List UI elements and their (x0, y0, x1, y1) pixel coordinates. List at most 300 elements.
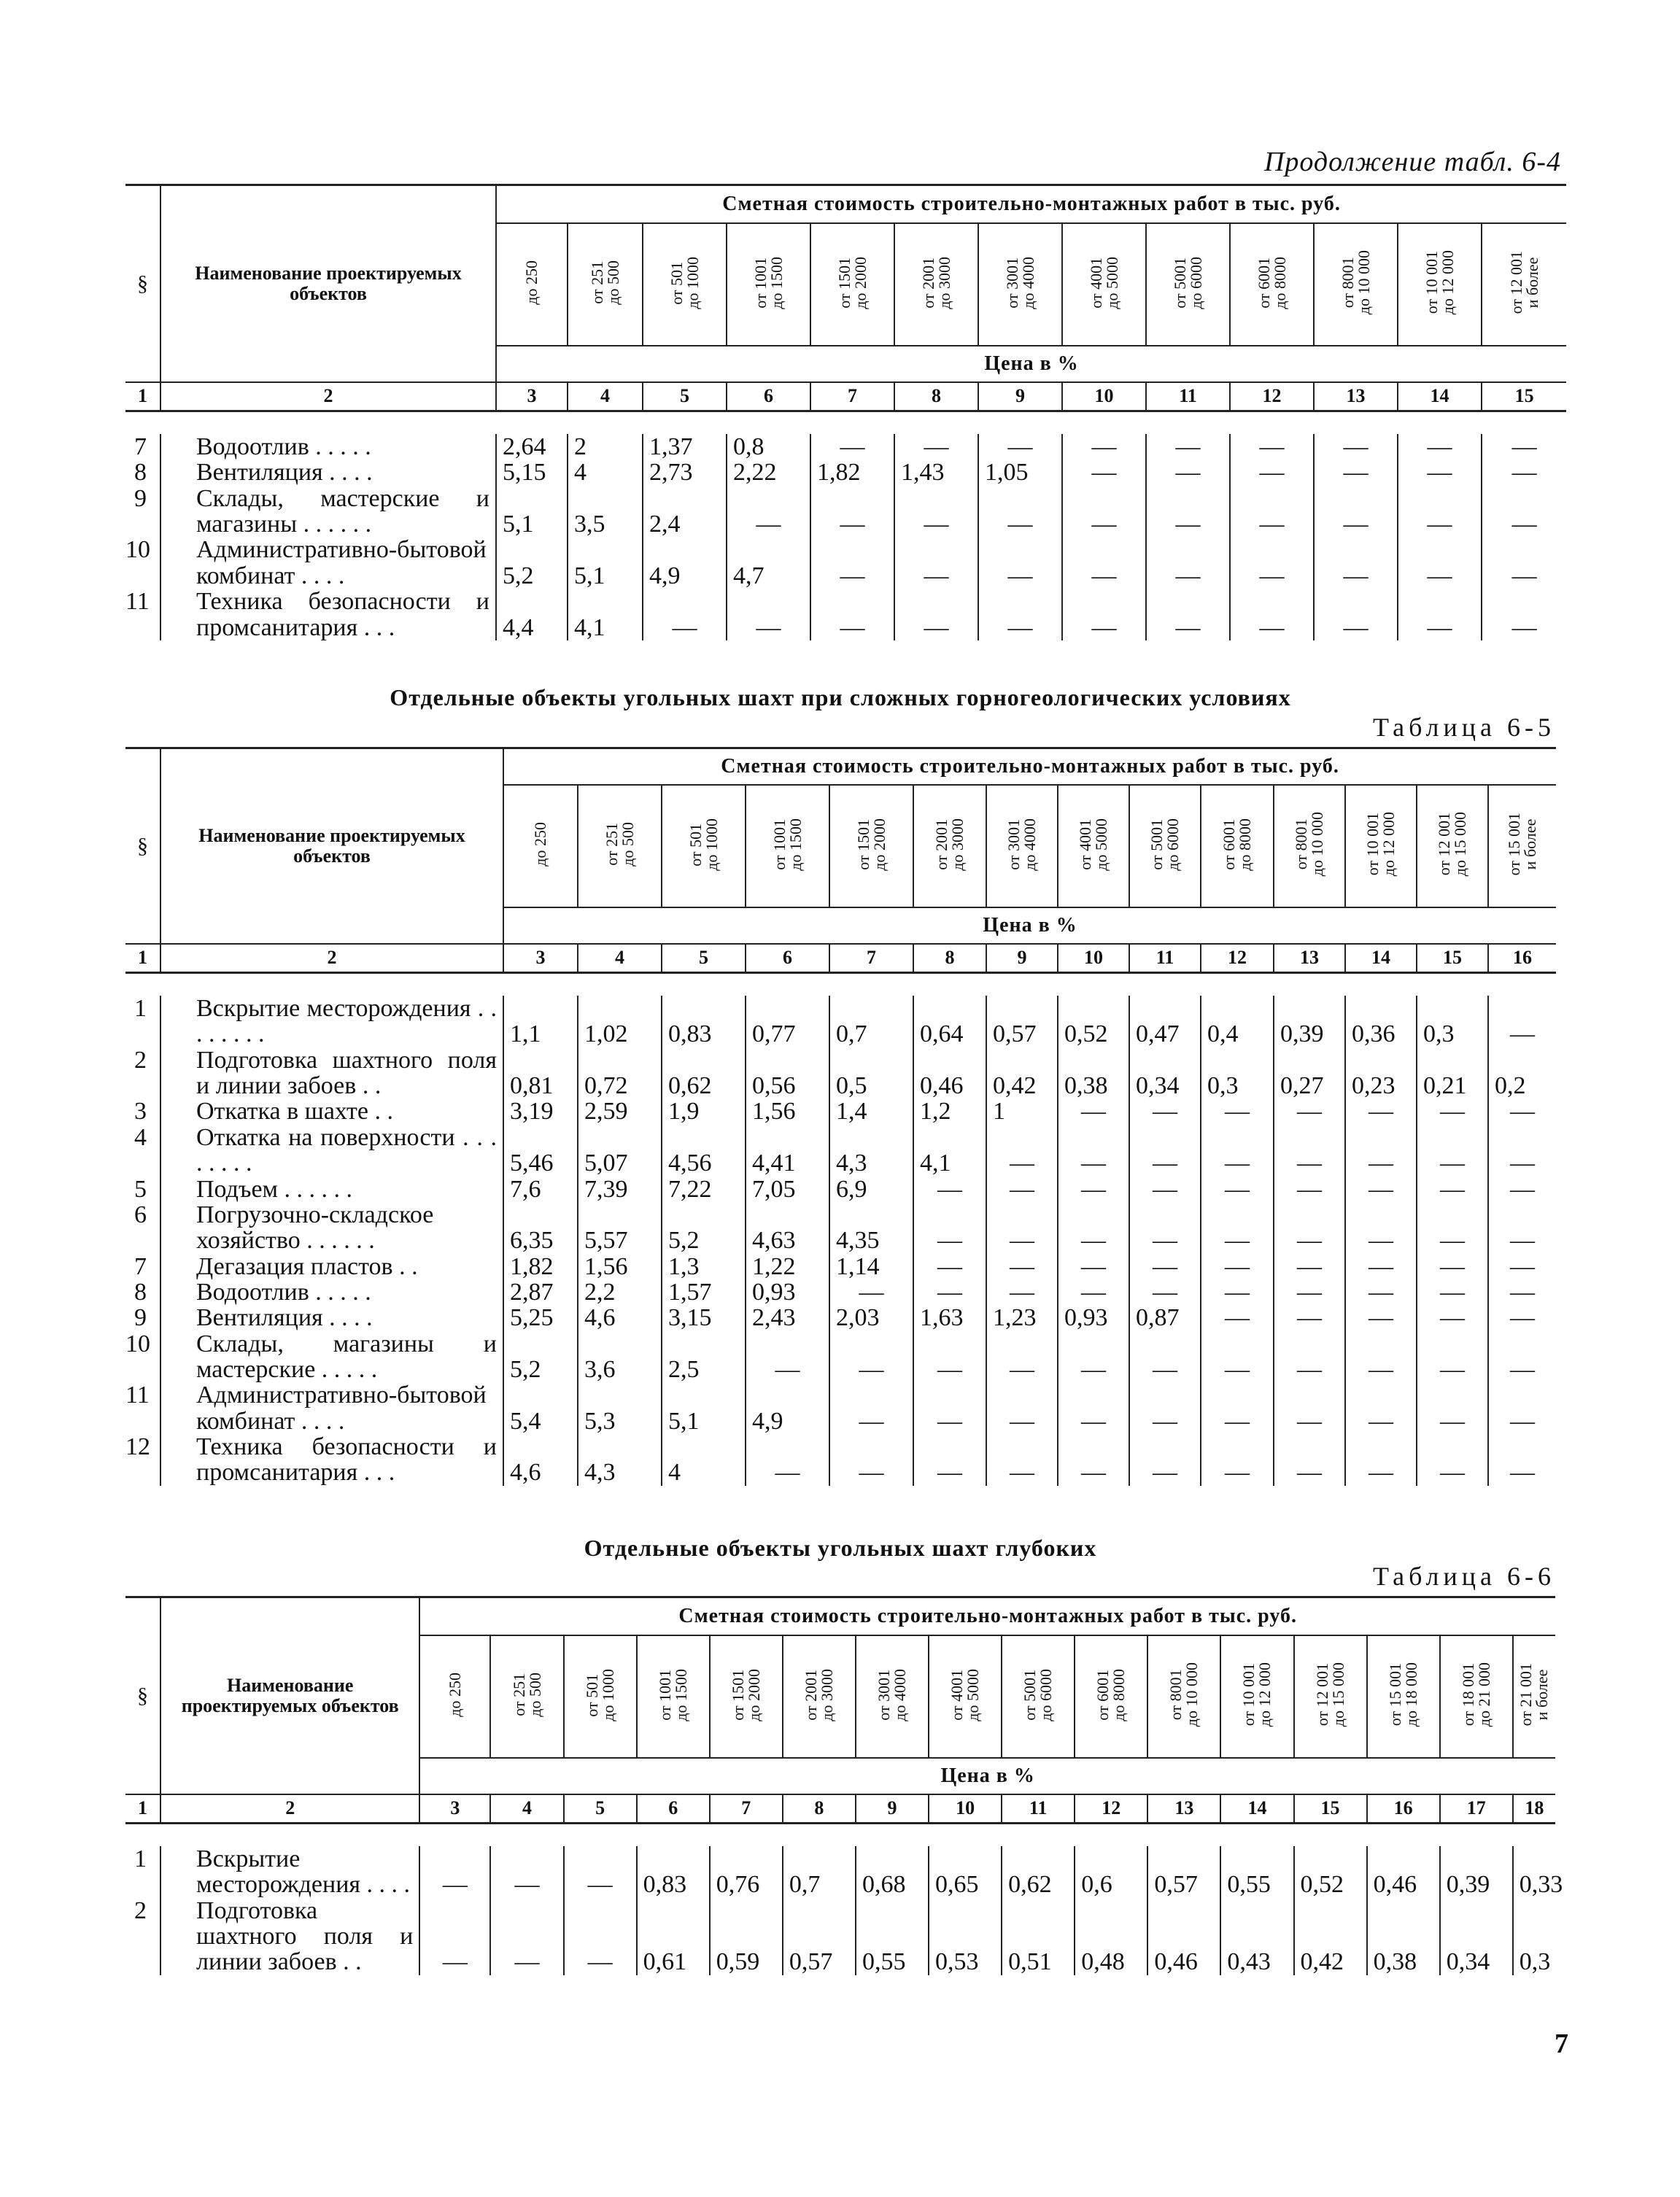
price-cell: — (978, 537, 1062, 589)
price-cell: — (490, 1898, 563, 1975)
column-number: 12 (1075, 1794, 1147, 1824)
price-cell: — (986, 1254, 1058, 1279)
price-cell: — (490, 1846, 563, 1898)
price-cell: 0,83 (637, 1846, 710, 1898)
price-cell: — (1314, 434, 1398, 460)
column-number: 2 (160, 944, 503, 973)
range-header (1398, 223, 1482, 346)
object-name (160, 1254, 503, 1279)
column-number: 8 (894, 382, 978, 411)
price-cell: 0,51 (1002, 1898, 1075, 1975)
price-cell: 4,7 (727, 537, 810, 589)
price-cell: 5,46 (503, 1125, 578, 1177)
column-number: 16 (1488, 944, 1556, 973)
row-number: 10 (125, 1330, 150, 1357)
range-header-label: от 6001 до 8000 (1254, 256, 1289, 309)
price-cell: — (1230, 460, 1314, 485)
price-cell: — (1062, 589, 1146, 640)
range-header-label: от 10 001 до 12 000 (1239, 1662, 1274, 1727)
range-header (1417, 785, 1488, 907)
price-cell: 1,82 (503, 1254, 578, 1279)
object-name (160, 1382, 503, 1434)
price-cell: — (1230, 537, 1314, 589)
price-cell: — (986, 1125, 1058, 1177)
price-cell: 4,41 (746, 1125, 829, 1177)
price-cell: 2,59 (578, 1098, 662, 1124)
price-cell: 1,1 (503, 996, 578, 1047)
column-number: 7 (710, 1794, 783, 1824)
object-name-text: Административно-бытовой комбинат . . . . (196, 1382, 487, 1435)
price-cell: — (913, 1434, 986, 1486)
range-header-label: от 2001 до 3000 (932, 818, 967, 871)
price-cell: 0,8 (727, 434, 810, 460)
table-row (125, 1846, 1555, 1898)
price-cell: 1,02 (578, 996, 662, 1047)
price-cell: — (1314, 460, 1398, 485)
range-header-label: от 1501 до 2000 (728, 1668, 763, 1721)
price-cell: — (978, 486, 1062, 538)
range-header (913, 785, 986, 907)
column-number: 10 (929, 1794, 1002, 1824)
price-cell: — (1510, 1459, 1536, 1487)
object-name-text: Вскрытие месторождения . . . . (196, 1845, 411, 1899)
price-cell: — (1398, 434, 1482, 460)
object-name-text: Дегазация пластов . . (196, 1252, 418, 1280)
column-number: 13 (1147, 1794, 1220, 1824)
range-header-label: от 8001 до 10 000 (1338, 250, 1373, 315)
price-cell: 1,57 (662, 1279, 746, 1305)
price-cell: 0,3 (1417, 996, 1488, 1047)
price-cell: — (1201, 1202, 1274, 1254)
range-header-label: до 250 (531, 822, 549, 867)
price-cell: 0,57 (1147, 1846, 1220, 1898)
price-cell: 5,4 (503, 1382, 578, 1434)
price-cell: — (419, 1846, 490, 1898)
price-cell: — (1062, 434, 1146, 460)
object-name-text: Склады, мастерские и магазины . . . . . . (196, 484, 489, 538)
range-header-label: от 501 до 1000 (686, 818, 721, 871)
price-cell: — (1510, 1278, 1536, 1306)
range-header (1002, 1635, 1075, 1758)
price-cell: — (1274, 1125, 1345, 1177)
table-6-5-heading: Отдельные объекты угольных шахт при сложных горногеологических условиях (390, 684, 1291, 710)
price-cell: — (1345, 1331, 1417, 1383)
price-cell: — (913, 1254, 986, 1279)
price-cell: 3,6 (578, 1331, 662, 1383)
price-cell: 4,3 (829, 1125, 913, 1177)
column-number: 2 (160, 1794, 419, 1824)
range-header (568, 223, 643, 346)
price-cell: 0,93 (746, 1279, 829, 1305)
price-cell: 2,4 (643, 486, 727, 538)
price-cell: — (1058, 1434, 1129, 1486)
price-cell: — (1511, 613, 1537, 641)
price-cell: 0,52 (1058, 996, 1129, 1047)
object-name-text: Водоотлив . . . . . (196, 1278, 371, 1306)
table-row (125, 1177, 1556, 1202)
price-cell: 0,7 (783, 1846, 856, 1898)
column-number: 5 (643, 382, 727, 411)
column-number: 5 (564, 1794, 637, 1824)
price-cell: 2,5 (662, 1331, 746, 1383)
range-header (419, 1635, 490, 1758)
price-cell: — (1417, 1382, 1488, 1434)
price-cell: 3,15 (662, 1305, 746, 1330)
column-number: 3 (496, 382, 568, 411)
column-number: 5 (662, 944, 746, 973)
row-number: 5 (134, 1175, 147, 1203)
price-cell: 0,62 (1002, 1846, 1075, 1898)
price-cell: — (727, 486, 810, 538)
range-header (1367, 1635, 1440, 1758)
column-number: 4 (578, 944, 662, 973)
object-name (160, 996, 503, 1047)
range-header (1062, 223, 1146, 346)
price-cell: 7,39 (578, 1177, 662, 1202)
range-header-label: до 250 (445, 1673, 464, 1717)
column-number: 15 (1417, 944, 1488, 973)
price-cell: 0,65 (929, 1846, 1002, 1898)
price-cell: — (810, 434, 894, 460)
range-header (1075, 1635, 1147, 1758)
price-cell: 1,56 (746, 1098, 829, 1124)
column-number: 11 (1146, 382, 1230, 411)
range-header (746, 785, 829, 907)
price-cell: 5,2 (662, 1202, 746, 1254)
object-name-text: Погрузочно-складское хозяйство . . . . . . (196, 1201, 434, 1255)
price-cell: — (1398, 460, 1482, 485)
price-cell: — (810, 537, 894, 589)
price-cell: 1,23 (986, 1305, 1058, 1330)
price-cell: — (1058, 1331, 1129, 1383)
price-cell: 0,53 (929, 1898, 1002, 1975)
price-cell: — (1201, 1254, 1274, 1279)
price-cell: — (1274, 1177, 1345, 1202)
price-cell: — (1345, 1125, 1417, 1177)
range-header (1220, 1635, 1293, 1758)
row-number: 3 (134, 1098, 147, 1125)
price-cell: 2,64 (496, 434, 568, 460)
column-number: 14 (1220, 1794, 1293, 1824)
price-cell: 1,2 (913, 1098, 986, 1124)
price-cell: 1,14 (829, 1254, 913, 1279)
column-number: 14 (1398, 382, 1482, 411)
range-header (496, 223, 568, 346)
range-header-label: от 1001 до 1500 (655, 1668, 690, 1721)
price-cell: — (1201, 1279, 1274, 1305)
price-cell: 7,22 (662, 1177, 746, 1202)
table-row (125, 486, 1566, 538)
price-cell: — (1129, 1254, 1201, 1279)
range-header (810, 223, 894, 346)
range-header-label: от 5001 до 6000 (1147, 818, 1182, 871)
table-6-4 (125, 184, 1566, 640)
price-cell: 2,43 (746, 1305, 829, 1330)
price-cell: — (986, 1279, 1058, 1305)
price-cell: — (1274, 1382, 1345, 1434)
price-cell: — (643, 589, 727, 640)
table-row (125, 1047, 1556, 1099)
price-cell: — (1314, 589, 1398, 640)
range-header-label: от 251 до 500 (602, 822, 637, 867)
range-header-label: от 1501 до 2000 (835, 256, 870, 309)
range-header (564, 1635, 637, 1758)
range-header (1274, 785, 1345, 907)
range-header-label: от 501 до 1000 (582, 1668, 617, 1721)
price-cell: — (1417, 1434, 1488, 1486)
price-cell: — (1314, 486, 1398, 538)
price-cell: — (986, 1202, 1058, 1254)
range-header-label: от 15 001 и более (1505, 813, 1540, 876)
price-cell: 4,35 (829, 1202, 913, 1254)
column-number: 16 (1367, 1794, 1440, 1824)
section-header: § (125, 1597, 160, 1794)
range-header (929, 1635, 1002, 1758)
price-cell: 4,1 (913, 1125, 986, 1177)
column-number: 14 (1345, 944, 1417, 973)
price-cell: 4,6 (578, 1305, 662, 1330)
price-cell: 1,05 (978, 460, 1062, 485)
price-cell: — (1230, 486, 1314, 538)
price-cell: — (1510, 1175, 1536, 1203)
price-cell: 0,46 (1367, 1846, 1440, 1898)
price-cell: 0,21 (1417, 1047, 1488, 1099)
price-cell: — (1274, 1254, 1345, 1279)
price-cell: — (1274, 1331, 1345, 1383)
row-number: 7 (134, 433, 147, 460)
price-cell: 0,39 (1274, 996, 1345, 1047)
column-number: 17 (1440, 1794, 1513, 1824)
range-header-label: от 251 до 500 (587, 260, 622, 305)
price-cell: — (1510, 1020, 1536, 1048)
price-cell: 0,76 (710, 1846, 783, 1898)
range-header-label: от 2001 до 3000 (918, 256, 953, 309)
price-cell: — (1417, 1202, 1488, 1254)
price-cell: 0,3 (1519, 1948, 1551, 1976)
price-cell: 1,63 (913, 1305, 986, 1330)
row-number: 11 (125, 588, 150, 616)
range-header-label: от 18 001 до 21 000 (1458, 1662, 1493, 1727)
price-cell: 1,4 (829, 1098, 913, 1124)
price-cell: — (1201, 1331, 1274, 1383)
price-cell: — (913, 1331, 986, 1383)
price-cell: — (1274, 1202, 1345, 1254)
price-cell: — (746, 1331, 829, 1383)
object-name (160, 1125, 503, 1177)
price-cell: 0,62 (662, 1047, 746, 1099)
price-cell: 5,1 (568, 537, 643, 589)
object-name-text: Вентиляция . . . . (196, 459, 373, 487)
object-name (160, 1279, 503, 1305)
row-number: 9 (134, 484, 147, 512)
column-number: 4 (490, 1794, 563, 1824)
price-cell: — (564, 1846, 637, 1898)
object-name-text: Техника безопасности и промсанитария . . . (196, 588, 489, 641)
table-row (125, 1202, 1556, 1254)
price-cell: — (1058, 1382, 1129, 1434)
column-number: 8 (913, 944, 986, 973)
column-number: 18 (1513, 1794, 1555, 1824)
price-cell: 3,19 (503, 1098, 578, 1124)
range-header (894, 223, 978, 346)
price-cell: — (986, 1331, 1058, 1383)
object-name-text: Техника безопасности и промсанитария . . . (196, 1433, 497, 1487)
price-cell: 5,57 (578, 1202, 662, 1254)
price-cell: — (1058, 1125, 1129, 1177)
row-number: 9 (134, 1304, 147, 1332)
price-cell: — (1058, 1279, 1129, 1305)
price-cell: 5,15 (496, 460, 568, 485)
object-name-text: Вентиляция . . . . (196, 1304, 373, 1332)
price-cell: 0,47 (1129, 996, 1201, 1047)
price-cell: — (1201, 1125, 1274, 1177)
table-row (125, 460, 1566, 485)
price-cell: 0,57 (986, 996, 1058, 1047)
range-header (637, 1635, 710, 1758)
range-header (1488, 785, 1556, 907)
column-number: 15 (1294, 1794, 1367, 1824)
price-cell: — (1129, 1382, 1201, 1434)
column-number: 7 (829, 944, 913, 973)
object-name (160, 1098, 503, 1124)
price-cell: — (1345, 1279, 1417, 1305)
table-row (125, 1305, 1556, 1330)
price-cell: — (1201, 1434, 1274, 1486)
price-cell: — (1146, 434, 1230, 460)
price-cell: — (1511, 562, 1537, 589)
column-number: 8 (783, 1794, 856, 1824)
price-cell: 2,73 (643, 460, 727, 485)
object-name (160, 1898, 419, 1975)
range-header (710, 1635, 783, 1758)
price-cell: — (419, 1898, 490, 1975)
price-cell: 0,56 (746, 1047, 829, 1099)
name-column-header: Наименование проектируемых объектов (160, 185, 496, 382)
price-cell: 0,7 (829, 996, 913, 1047)
price-cell: 0,87 (1129, 1305, 1201, 1330)
table-row (125, 1098, 1556, 1124)
row-number: 4 (134, 1123, 147, 1151)
price-cell: 0,38 (1058, 1047, 1129, 1099)
row-number: 1 (134, 1845, 147, 1872)
row-number: 8 (134, 459, 147, 487)
object-name-text: Вскрытие месторождения . . . . . . . . (196, 995, 497, 1048)
price-cell: 0,36 (1345, 996, 1417, 1047)
object-name (160, 434, 496, 460)
price-cell: 0,48 (1075, 1898, 1147, 1975)
column-number: 9 (978, 382, 1062, 411)
range-header-label: от 6001 до 8000 (1220, 818, 1254, 871)
price-cell: — (1417, 1279, 1488, 1305)
column-number: 10 (1062, 382, 1146, 411)
price-cell: 4,56 (662, 1125, 746, 1177)
price-cell: 0,33 (1519, 1871, 1563, 1899)
price-cell: — (1510, 1252, 1536, 1280)
object-name-text: Откатка в шахте . . (196, 1098, 394, 1125)
price-cell: 5,2 (496, 537, 568, 589)
object-name (160, 1047, 503, 1099)
range-header (578, 785, 662, 907)
price-cell: 0,52 (1294, 1846, 1367, 1898)
price-cell: — (1201, 1305, 1274, 1330)
price-cell: 5,1 (496, 486, 568, 538)
table-row (125, 996, 1556, 1047)
price-cell: — (1201, 1382, 1274, 1434)
range-header-label: от 10 001 до 12 000 (1422, 250, 1457, 315)
column-number: 9 (856, 1794, 929, 1824)
table-6-6-heading: Отдельные объекты угольных шахт глубоких (584, 1535, 1097, 1561)
price-cell: 2,87 (503, 1279, 578, 1305)
range-header (503, 785, 578, 907)
price-cell: — (913, 1382, 986, 1434)
object-name (160, 1846, 419, 1898)
price-cell: — (1062, 460, 1146, 485)
price-cell: 4,9 (746, 1382, 829, 1434)
price-cell: — (913, 1177, 986, 1202)
range-header-label: от 8001 до 10 000 (1292, 812, 1326, 877)
price-cell: 5,25 (503, 1305, 578, 1330)
range-header (986, 785, 1058, 907)
price-cell: 2 (568, 434, 643, 460)
price-cell: 4 (662, 1434, 746, 1486)
price-cell: 0,81 (503, 1047, 578, 1099)
range-header (1513, 1635, 1555, 1758)
price-cell: — (1510, 1304, 1536, 1332)
price-cell: — (1146, 486, 1230, 538)
price-cell: — (1511, 459, 1537, 487)
range-header-label: от 4001 до 5000 (1086, 256, 1121, 309)
price-cell: — (1274, 1098, 1345, 1124)
range-header-label: от 501 до 1000 (667, 256, 702, 309)
price-cell: — (1510, 1227, 1536, 1255)
table-row (125, 1898, 1555, 1975)
price-cell: — (1129, 1202, 1201, 1254)
range-header (1314, 223, 1398, 346)
price-cell: 0,93 (1058, 1305, 1129, 1330)
price-cell: — (986, 1177, 1058, 1202)
price-cell: 6,9 (829, 1177, 913, 1202)
price-cell: 0,59 (710, 1898, 783, 1975)
price-cell: — (1417, 1125, 1488, 1177)
page-number: 7 (1555, 2029, 1568, 2059)
table-row (125, 589, 1566, 640)
object-name (160, 589, 496, 640)
price-cell: 2,03 (829, 1305, 913, 1330)
price-cell: 0,46 (1147, 1898, 1220, 1975)
price-cell: 1,22 (746, 1254, 829, 1279)
column-number: 2 (160, 382, 496, 411)
range-header (727, 223, 810, 346)
price-cell: — (1129, 1331, 1201, 1383)
price-cell: — (1201, 1177, 1274, 1202)
cost-caption: Сметная стоимость строительно-монтажных работ в тыс. руб. (419, 1597, 1555, 1635)
range-header-label: от 21 001 и более (1517, 1663, 1552, 1727)
price-cell: 5,1 (662, 1382, 746, 1434)
range-header (1294, 1635, 1367, 1758)
range-header-label: от 1001 до 1500 (770, 818, 805, 871)
range-header (1201, 785, 1274, 907)
column-number: 4 (568, 382, 643, 411)
table-6-6-label: Таблица 6-6 (1373, 1562, 1555, 1591)
price-unit-caption: Цена в % (503, 907, 1556, 944)
price-cell: — (1345, 1305, 1417, 1330)
range-header-label: от 12 001 и более (1506, 251, 1541, 314)
section-header: § (125, 185, 160, 382)
price-cell: — (1274, 1305, 1345, 1330)
table-row (125, 434, 1566, 460)
cost-caption: Сметная стоимость строительно-монтажных работ в тыс. руб. (496, 185, 1566, 223)
column-number: 11 (1002, 1794, 1075, 1824)
